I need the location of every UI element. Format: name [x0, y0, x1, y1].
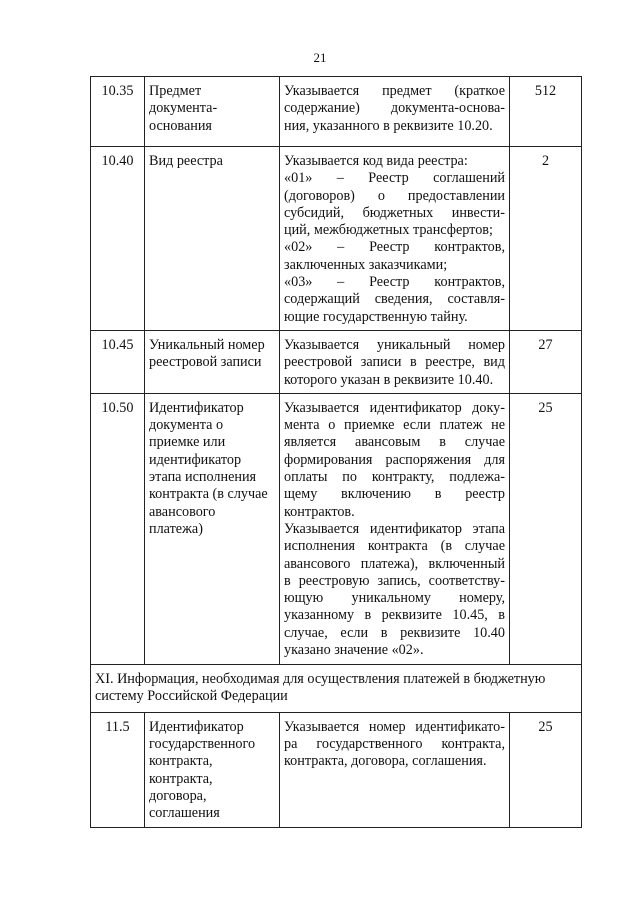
- requisite-description-line: заключенных заказчиками;: [284, 256, 448, 273]
- requisite-description-line: содержание) документа-основа-: [284, 100, 505, 117]
- requisite-description-line: случае, если в реквизите 10.40: [284, 624, 505, 641]
- requisite-description: [280, 712, 510, 827]
- requisite-name-line: Уникальный номер: [149, 336, 265, 353]
- requisite-name-line: документа о: [149, 417, 224, 434]
- requisite-name-line: Идентификатор: [149, 399, 244, 416]
- requisite-name: [145, 393, 280, 664]
- requisite-name-line: контракта,: [149, 770, 213, 787]
- requisite-description-line: Указывается номер идентификато-: [284, 718, 505, 735]
- requisite-name-line: реестровой записи: [149, 354, 262, 371]
- requisites-table-body: [91, 77, 582, 828]
- requisite-description: [280, 147, 510, 331]
- requisite-description-line: «02» – Реестр контрактов,: [284, 239, 505, 256]
- requisite-description-line: оплаты по контракту, подлежа-: [284, 469, 505, 486]
- requisite-description-line: «03» – Реестр контрактов,: [284, 274, 505, 291]
- requisite-description-line: (договоров) о предоставлении: [284, 187, 505, 204]
- requisite-description-line: ющую уникальному номеру,: [284, 590, 505, 607]
- requisite-code: 10.40: [91, 147, 145, 331]
- requisite-name-line: Идентификатор: [149, 718, 244, 735]
- requisite-description-line: формирования распоряжения для: [284, 451, 505, 468]
- requisite-name-line: Предмет: [149, 83, 202, 99]
- requisite-name-line: соглашения: [149, 805, 220, 822]
- requisite-description-line: указанному в реквизите 10.45, в: [284, 607, 505, 624]
- requisite-description-line: Указывается код вида реестра:: [284, 153, 468, 169]
- requisite-name: [145, 147, 280, 331]
- requisite-description: [280, 330, 510, 393]
- requisite-description-line: указано значение «02».: [284, 642, 424, 659]
- requisite-description-line: исполнения контракта (в случае: [284, 538, 505, 555]
- requisite-name-line: договора,: [149, 788, 207, 805]
- requisite-name-line: приемке или: [149, 434, 226, 451]
- requisite-name-line: авансового: [149, 503, 216, 520]
- requisite-description-line: является авансовым в случае: [284, 434, 505, 451]
- requisite-description: [280, 393, 510, 664]
- table-row: [91, 330, 582, 393]
- requisite-name: [145, 712, 280, 827]
- requisite-code: 11.5: [91, 712, 145, 827]
- requisite-description-line: содержащий сведения, составля-: [284, 291, 505, 308]
- requisite-name: [145, 77, 280, 147]
- requisite-name-line: платежа): [149, 520, 203, 537]
- requisite-name-line: основания: [149, 117, 212, 134]
- requisite-name-line: контракта,: [149, 753, 213, 770]
- requisite-description-line: Указывается предмет (краткое: [284, 83, 505, 99]
- requisite-description-line: авансового платежа), включенный: [284, 555, 505, 572]
- requisite-code: 10.50: [91, 393, 145, 664]
- table-row: [91, 77, 582, 147]
- requisite-description-line: ра государственного контракта,: [284, 736, 505, 753]
- requisite-description-line: Указывается идентификатор доку-: [284, 399, 505, 416]
- requisite-name-line: идентификатор: [149, 451, 242, 468]
- requisite-name-line: документа-: [149, 100, 218, 117]
- requisite-description-line: ния, указанного в реквизите 10.20.: [284, 117, 493, 134]
- requisites-table: [90, 76, 582, 828]
- requisite-length: 25: [510, 712, 582, 827]
- requisite-length: 2: [510, 147, 582, 331]
- table-row: [91, 147, 582, 331]
- requisite-length: 27: [510, 330, 582, 393]
- requisite-description-line: в реестровую запись, соответству-: [284, 572, 505, 589]
- requisite-description-line: реестровой записи в реестре, вид: [284, 354, 505, 371]
- requisite-name-line: государственного: [149, 736, 256, 753]
- page-number: 21: [313, 50, 327, 65]
- requisite-description-line: щему включению в реестр: [284, 486, 505, 503]
- requisite-description-line: Указывается уникальный номер: [284, 336, 505, 353]
- requisite-description-line: Указывается идентификатор этапа: [284, 520, 505, 537]
- requisite-description-line: контракта, договора, соглашения.: [284, 753, 487, 770]
- requisite-name: [145, 330, 280, 393]
- requisite-description-line: ций, межбюджетных трансфертов;: [284, 222, 493, 239]
- table-row: [91, 393, 582, 664]
- requisite-length: 25: [510, 393, 582, 664]
- requisite-name-line: этапа исполнения: [149, 469, 257, 486]
- requisite-description-line: мента о приемке если платеж не: [284, 417, 505, 434]
- requisite-name-line: контракта (в случае: [149, 486, 268, 503]
- table-row: [91, 712, 582, 827]
- requisite-description-line: ющие государственную тайну.: [284, 308, 468, 325]
- requisite-code: 10.35: [91, 77, 145, 147]
- requisite-description-line: контрактов.: [284, 503, 355, 520]
- requisite-description-line: «01» – Реестр соглашений: [284, 170, 505, 187]
- requisite-description-line: субсидий, бюджетных инвести-: [284, 204, 505, 221]
- requisite-name-line: Вид реестра: [149, 153, 223, 169]
- requisite-length: 512: [510, 77, 582, 147]
- section-heading: XI. Информация, необходимая для осуществления платежей в бюджетную систему Российской Федерации: [91, 664, 582, 712]
- requisite-description-line: которого указан в реквизите 10.40.: [284, 371, 494, 388]
- section-row: [91, 664, 582, 712]
- requisite-description: [280, 77, 510, 147]
- requisite-code: 10.45: [91, 330, 145, 393]
